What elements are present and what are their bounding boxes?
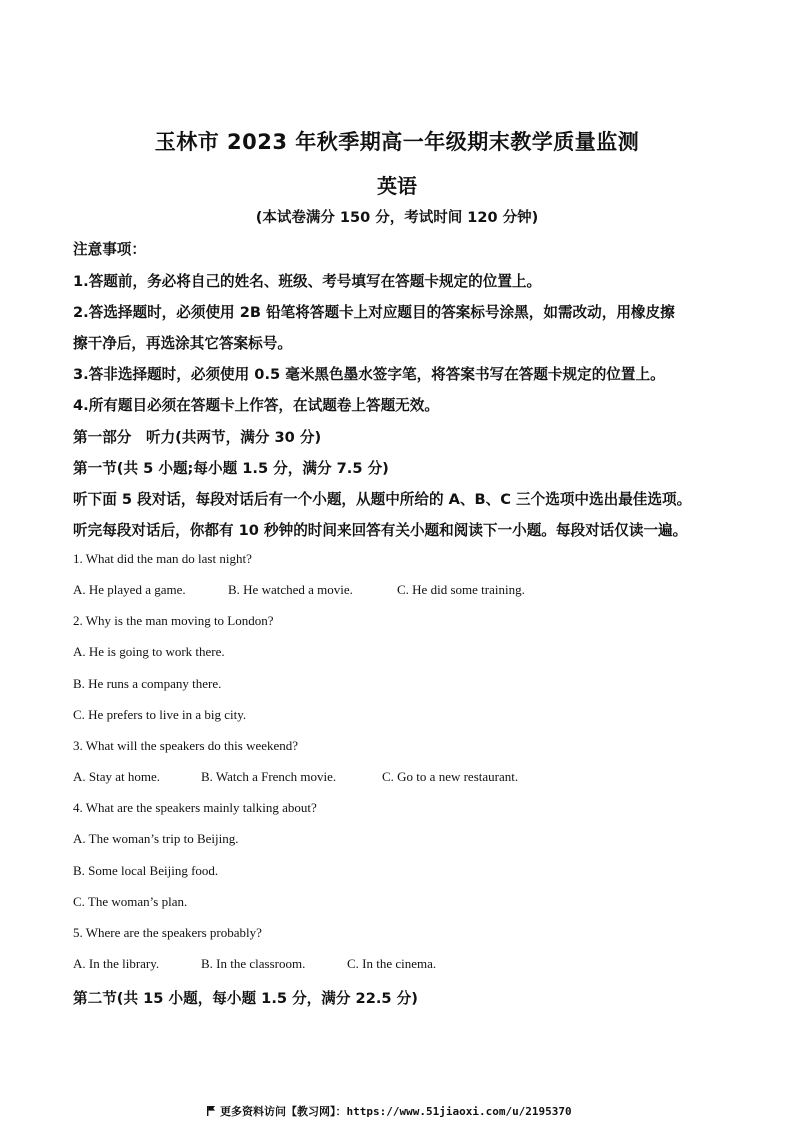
question-stem: 3. What will the speakers do this weekend? — [73, 738, 299, 753]
footer — [206, 1103, 572, 1119]
note-item: 擦干净后，再选涂其它答案标号。 — [73, 335, 292, 352]
question-stem: 4. What are the speakers mainly talking about? — [73, 800, 317, 815]
question-stem: 5. Where are the speakers probably? — [73, 925, 262, 940]
notes-heading: 注意事项： — [73, 241, 146, 258]
option-a: A. In the library. — [73, 956, 160, 971]
option-b: B. Some local Beijing food. — [73, 863, 219, 878]
subject-title: 英语 — [377, 174, 417, 198]
section2-heading: 第二节(共 15 小题，每小题 1.5 分，满分 22.5 分) — [73, 990, 418, 1007]
footer-link[interactable]: 更多资料访问【教习网】：https://www.51jiaoxi.com/u/2195370 — [220, 1105, 572, 1118]
note-item: 3.答非选择题时，必须使用 0.5 毫米黑色墨水签字笔，将答案书写在答题卡规定的位置上。 — [73, 366, 665, 383]
note-item: 4.所有题目必须在答题卡上作答，在试题卷上答题无效。 — [73, 397, 439, 414]
question-stem: 2. Why is the man moving to London? — [73, 613, 274, 628]
option-b: B. In the classroom. — [201, 956, 306, 971]
option-a: A. He is going to work there. — [73, 644, 225, 659]
option-a: A. He played a game. — [73, 582, 186, 597]
note-item: 2.答选择题时，必须使用 2B 铅笔将答题卡上对应题目的答案标号涂黑，如需改动，用橡皮擦 — [73, 304, 675, 321]
question-stem: 1. What did the man do last night? — [73, 551, 252, 566]
section1-heading: 第一节(共 5 小题;每小题 1.5 分，满分 7.5 分) — [73, 460, 389, 477]
option-b: B. He watched a movie. — [228, 582, 353, 597]
option-b: B. Watch a French movie. — [201, 769, 337, 784]
part1-heading: 第一部分 听力(共两节，满分 30 分) — [73, 429, 322, 446]
option-c: C. Go to a new restaurant. — [382, 769, 519, 784]
instruction-line: 听下面 5 段对话，每段对话后有一个小题，从题中所给的 A、B、C 三个选项中选出最佳选项。 — [73, 491, 692, 508]
flag-icon — [206, 1105, 216, 1119]
note-item: 1.答题前，务必将自己的姓名、班级、考号填写在答题卡规定的位置上。 — [73, 273, 542, 290]
exam-title: 玉林市 2023 年秋季期高一年级期末教学质量监测 — [154, 130, 640, 154]
option-a: A. The woman’s trip to Beijing. — [73, 831, 239, 846]
option-c: C. He prefers to live in a big city. — [73, 707, 247, 722]
exam-info: (本试卷满分 150 分，考试时间 120 分钟) — [255, 210, 539, 226]
option-b: B. He runs a company there. — [73, 676, 222, 691]
option-c: C. In the cinema. — [347, 956, 437, 971]
instruction-line: 听完每段对话后，你都有 10 秒钟的时间来回答有关小题和阅读下一小题。每段对话仅读一遍。 — [73, 522, 688, 539]
option-c: C. The woman’s plan. — [73, 894, 188, 909]
option-c: C. He did some training. — [397, 582, 525, 597]
option-a: A. Stay at home. — [73, 769, 161, 784]
